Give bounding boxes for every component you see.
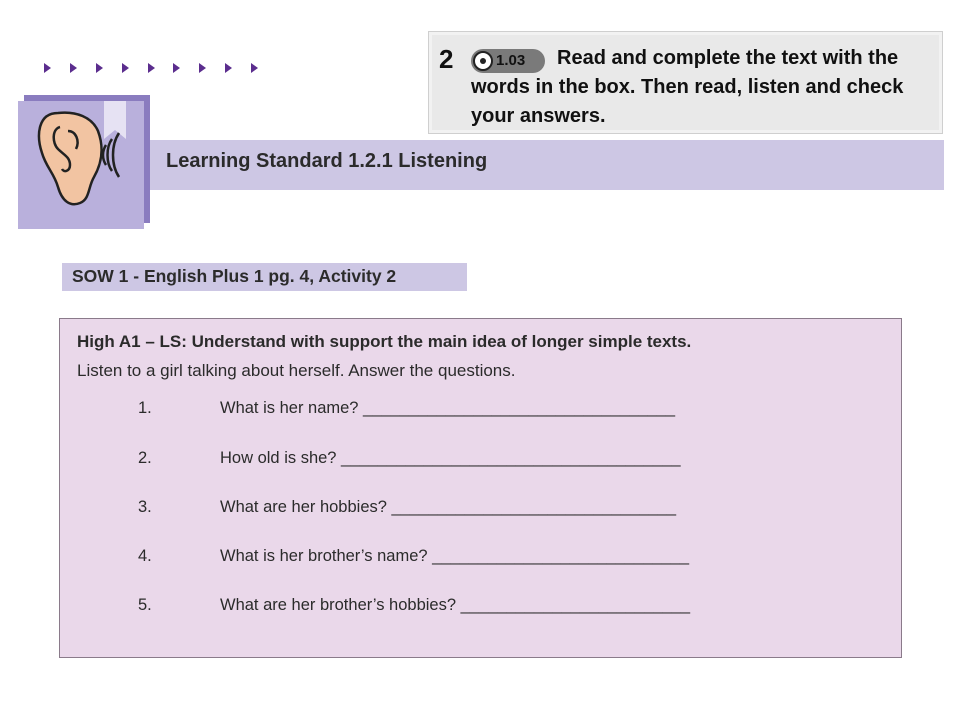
question-text: What is her name? __________________________________ [220,399,676,417]
activity-heading: High A1 – LS: Understand with support the main idea of longer simple texts. [77,332,692,351]
excerpt-line: your answers. [471,105,606,127]
banner-title: Learning Standard 1.2.1 Listening [166,150,488,172]
excerpt-line: words in the box. Then read, listen and check [471,76,904,98]
arrow-icon [225,63,232,73]
question-text: What are her brother’s hobbies? _________________________ [220,596,691,614]
question-item [60,399,901,423]
textbook-excerpt [428,31,943,134]
question-number: 5. [138,596,152,614]
activity-instruction: Listen to a girl talking about herself. Answer the questions. [77,361,516,380]
sow-label-text: SOW 1 - English Plus 1 pg. 4, Activity 2 [72,266,397,286]
arrow-icon [251,63,258,73]
audio-track-badge [471,49,545,73]
arrow-icon [148,63,155,73]
question-item [60,596,901,620]
arrow-icon [122,63,129,73]
question-number: 2. [138,449,152,467]
question-item [60,449,901,473]
cd-icon [473,51,493,71]
question-text: What is her brother’s name? ____________________________ [220,547,690,565]
arrow-icon [96,63,103,73]
question-number: 1. [138,399,152,417]
question-item [60,498,901,522]
arrow-icon [173,63,180,73]
excerpt-line: Read and complete the text with the [557,47,899,69]
arrow-icon [199,63,206,73]
sow-label [62,263,467,291]
arrow-icon [44,63,51,73]
audio-track-number: 1.03 [496,52,526,69]
question-text: How old is she? _____________________________________ [220,449,681,467]
question-text: What are her hobbies? _______________________________ [220,498,676,516]
activity-number: 2 [439,44,454,74]
arrow-icon [70,63,77,73]
learning-standard-banner [150,140,944,190]
question-item [60,547,901,571]
ear-listening-icon [18,95,152,229]
decorative-arrows [44,61,258,75]
question-number: 4. [138,547,152,565]
activity-panel [59,318,902,658]
question-number: 3. [138,498,152,516]
